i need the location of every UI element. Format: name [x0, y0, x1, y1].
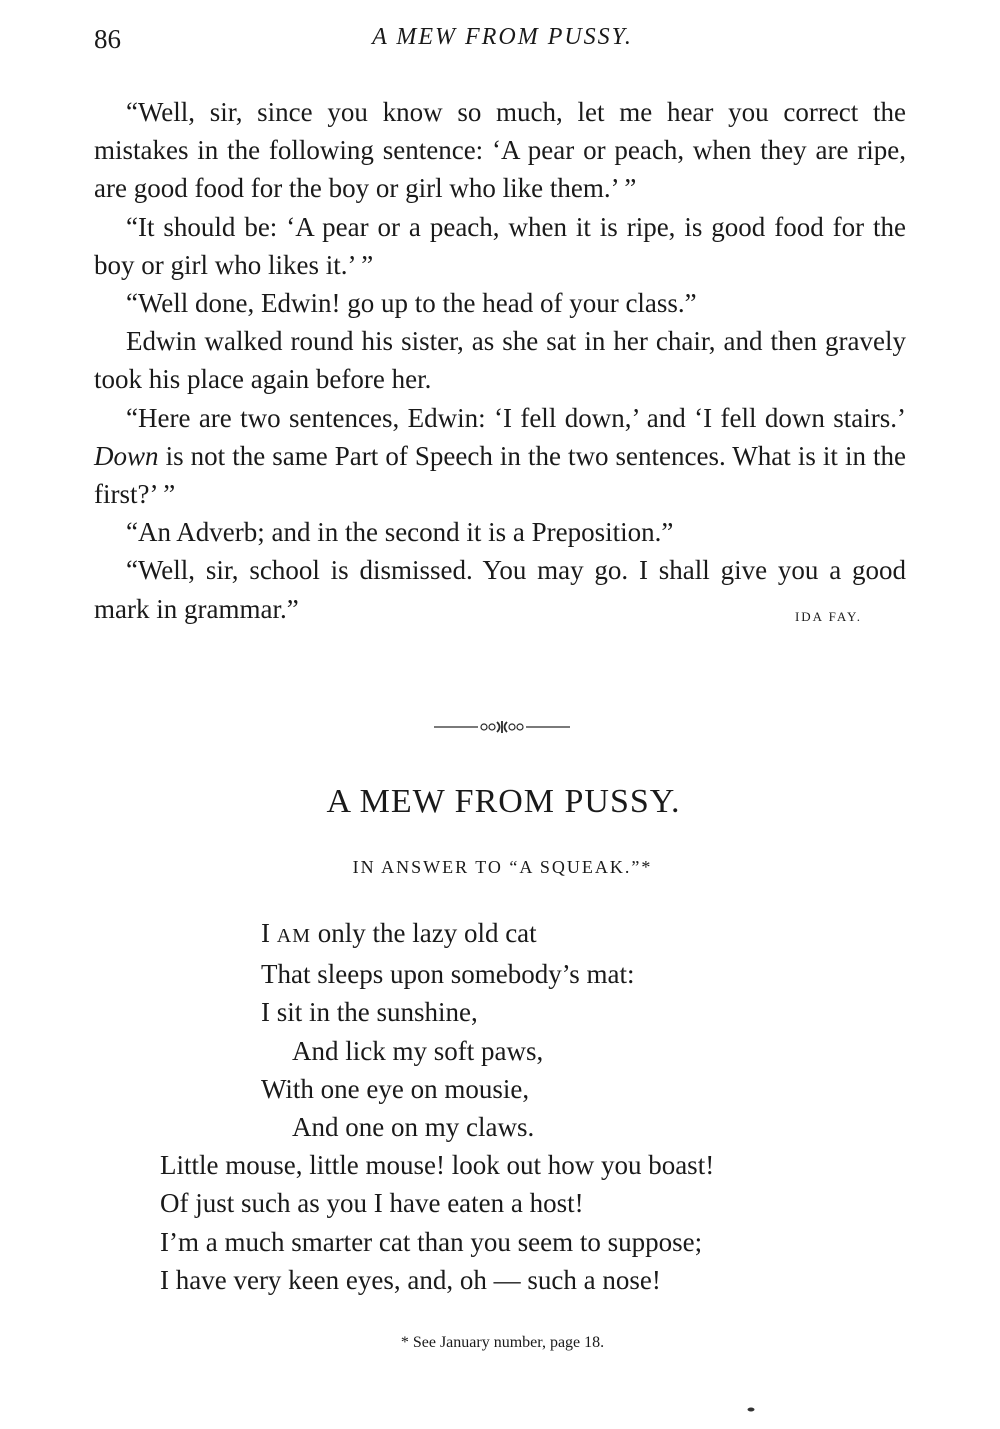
- ornament-divider: [434, 717, 570, 737]
- poem: [160, 914, 920, 1299]
- poem-line: [160, 914, 920, 955]
- poem-line: I have very keen eyes, and, oh — such a nose!: [160, 1264, 661, 1295]
- prose-paragraph: Edwin walked round his sister, as she sat in her chair, and then gravely took his place again before her.: [94, 326, 906, 395]
- poem-first-word: I: [261, 918, 277, 948]
- poem-line: And lick my soft paws,: [292, 1035, 544, 1066]
- poem-line-text: only the lazy old cat: [310, 918, 537, 948]
- poem-line: I’m a much smarter cat than you seem to suppose;: [160, 1226, 703, 1257]
- ink-speck-mark: [748, 1408, 755, 1412]
- page-number: 86: [94, 24, 121, 54]
- prose-paragraph: “An Adverb; and in the second it is a Preposition.”: [126, 517, 674, 548]
- italic-word: Down: [94, 440, 159, 471]
- poem-line: Of just such as you I have eaten a host!: [160, 1188, 584, 1219]
- poem-title: A MEW FROM PUSSY.: [326, 783, 681, 820]
- poem-line: I sit in the sunshine,: [261, 997, 478, 1028]
- prose-text: is not the same Part of Speech in the two sentences. What is it in the first?’ ”: [94, 440, 906, 510]
- poem-subtitle: IN ANSWER TO “A SQUEAK.”*: [352, 857, 653, 877]
- prose-paragraph: [94, 399, 906, 514]
- prose-text: “Well, sir, school is dismissed. You may go. I shall give you a good mark in grammar.”: [94, 555, 906, 624]
- poem-line: And one on my claws.: [292, 1112, 535, 1143]
- footnote: * See January number, page 18.: [400, 1334, 605, 1351]
- ornament-ring: [517, 724, 523, 730]
- poem-line: With one eye on mousie,: [261, 1073, 530, 1104]
- ornament-ring: [481, 724, 487, 730]
- prose-paragraph: “It should be: ‘A pear or a peach, when it is ripe, is good food for the boy or girl who likes it.’ ”: [94, 211, 906, 280]
- prose-paragraph-last: [94, 551, 906, 627]
- poem-line: Little mouse, little mouse! look out how you boast!: [160, 1150, 715, 1181]
- running-title: A MEW FROM PUSSY.: [372, 24, 633, 50]
- poem-line: That sleeps upon somebody’s mat:: [261, 959, 635, 990]
- prose-section: [94, 93, 906, 636]
- poem-smallcaps: AM: [276, 925, 311, 947]
- prose-paragraph: “Well, sir, since you know so much, let me hear you correct the mistakes in the following sentence: ‘A pear or peach, when they are ripe, are good food for the boy or girl who like them.’ ”: [94, 97, 906, 204]
- signature: IDA FAY.: [794, 608, 862, 624]
- prose-text: “Here are two sentences, Edwin: ‘I fell down,’ and ‘I fell down stairs.’: [126, 402, 906, 433]
- ornament-center: [497, 721, 507, 733]
- ink-speck: [747, 1407, 755, 1412]
- prose-paragraph: “Well done, Edwin! go up to the head of your class.”: [126, 288, 697, 319]
- ornament-ring: [489, 724, 495, 730]
- ornament-ring: [509, 724, 515, 730]
